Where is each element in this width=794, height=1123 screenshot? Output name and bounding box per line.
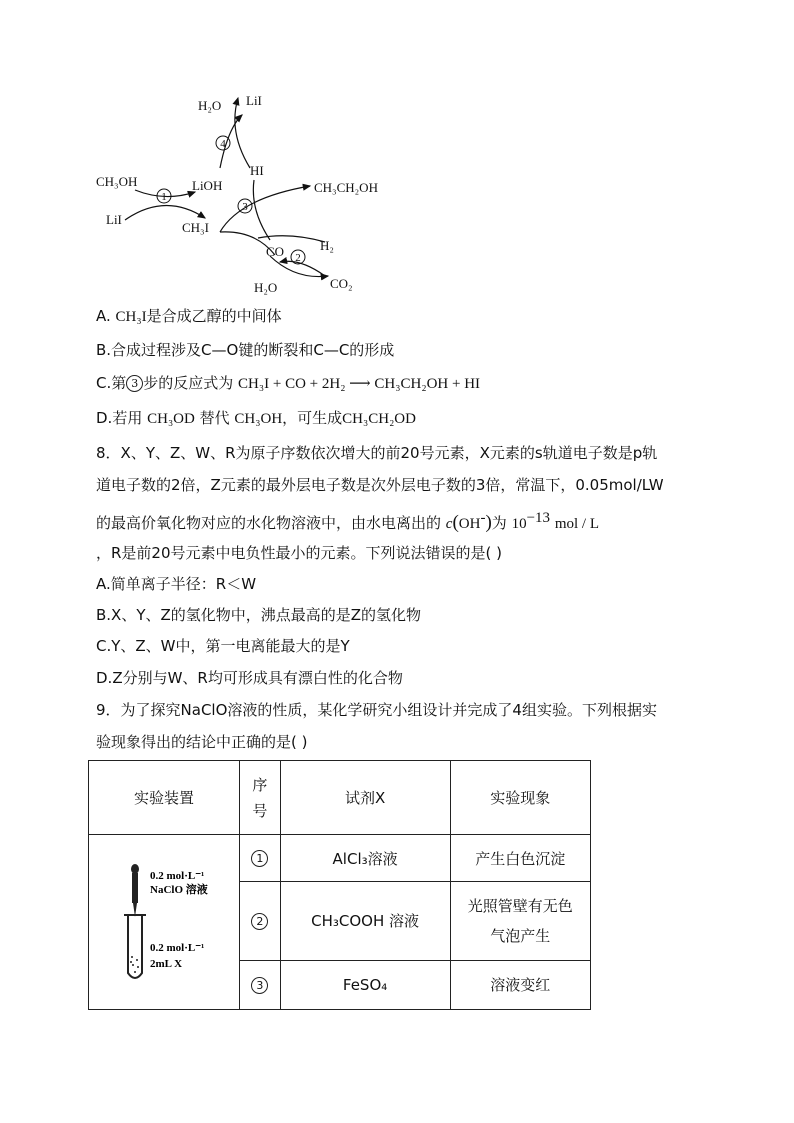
step1-arrow-lower xyxy=(125,205,205,220)
test-tube-dropper-illustration xyxy=(90,835,238,1005)
co-label: CO xyxy=(266,244,285,259)
step4-number: 4 xyxy=(220,138,226,150)
tube-concentration: 0.2 mol·L⁻¹ xyxy=(149,942,205,954)
step3-circled-number: 3 xyxy=(126,375,143,392)
table-header-row xyxy=(89,761,591,835)
co2-label: CO₂ xyxy=(330,276,353,291)
reaction-scheme-diagram xyxy=(80,80,410,300)
row2-reagent: CH₃COOH 溶液 xyxy=(280,882,450,960)
q7-option-d: D.若用 CH₃OD 替代 CH₃OH，可生成CH₃CH₂OD xyxy=(96,409,416,427)
dropper-concentration: 0.2 mol·L⁻¹ xyxy=(149,870,205,882)
tube-volume: 2mL X xyxy=(149,958,183,970)
table-row xyxy=(89,835,591,882)
ch3oh-label: CH₃OH xyxy=(96,174,138,189)
header-reagent: 试剂X xyxy=(280,761,450,835)
step4-arrow-right xyxy=(235,98,250,168)
header-apparatus: 实验装置 xyxy=(89,761,240,835)
lioh-label: LiOH xyxy=(192,178,223,193)
ch3i-label: CH₃I xyxy=(182,220,209,235)
apparatus-cell xyxy=(89,835,240,1010)
ethanol-label: CH₃CH₂OH xyxy=(314,180,378,195)
row3-reagent: FeSO₄ xyxy=(280,960,450,1009)
lii-top-label: LiI xyxy=(246,93,262,108)
step3-arrow-h2 xyxy=(258,236,325,242)
step2-number: 2 xyxy=(295,252,301,264)
lii-input-label: LiI xyxy=(106,212,122,227)
step3-arrow-hi xyxy=(253,180,270,240)
h2o-bottom-label: H₂O xyxy=(254,280,278,295)
q7-option-b: B.合成过程涉及C—O键的断裂和C—C的形成 xyxy=(96,341,395,359)
dropper-solution: NaClO 溶液 xyxy=(149,884,208,896)
step3-arrow-product xyxy=(220,186,310,232)
header-sequence: 序 号 xyxy=(239,761,280,835)
q8-stem-line4: ，R是前20号元素中电负性最小的元素。下列说法错误的是( ) xyxy=(96,544,502,562)
q8-option-c: C.Y、Z、W中，第一电离能最大的是Y xyxy=(96,637,350,655)
hi-label: HI xyxy=(250,163,264,178)
q7-option-a: A. CH₃I是合成乙醇的中间体 xyxy=(96,307,282,325)
q8-option-a: A.简单离子半径：R＜W xyxy=(96,575,257,593)
step1-number: 1 xyxy=(161,191,167,203)
step3-equation: CH₃I + CO + 2H₂ ⟶ CH₃CH₂OH + HI xyxy=(238,376,481,392)
q8-stem-line2: 道电子数的2倍，Z元素的最外层电子数是次外层电子数的3倍，常温下，0.05mol/LW xyxy=(96,476,664,494)
h2-label: H₂ xyxy=(320,238,334,253)
q8-option-b: B.X、Y、Z的氢化物中，沸点最高的是Z的氢化物 xyxy=(96,606,422,624)
q8-stem-line3: 的最高价氧化物对应的水化物溶液中，由水电离出的 c(OH-)为 $10^{-13}$ mol / L xyxy=(96,510,600,533)
q7-option-c: C.第 3 步的反应式为 CH₃I + CO + 2H₂ ⟶ CH₃CH₂OH + HI xyxy=(96,374,481,392)
row1-seq: 1 xyxy=(239,835,280,882)
row3-phenomenon: 溶液变红 xyxy=(450,960,591,1009)
q9-stem-line1: 9．为了探究NaClO溶液的性质，某化学研究小组设计并完成了4组实验。下列根据实 xyxy=(96,701,657,719)
q8-option-d: D.Z分别与W、R均可形成具有漂白性的化合物 xyxy=(96,669,403,687)
header-phenomenon: 实验现象 xyxy=(450,761,591,835)
row1-reagent: AlCl₃溶液 xyxy=(280,835,450,882)
step3-number: 3 xyxy=(242,201,248,213)
q9-stem-line2: 验现象得出的结论中正确的是( ) xyxy=(96,733,308,751)
row2-phenomenon: 光照管壁有无色 气泡产生 xyxy=(450,882,591,960)
reaction-scheme-svg xyxy=(80,80,410,300)
row2-seq: 2 xyxy=(239,882,280,960)
row1-phenomenon: 产生白色沉淀 xyxy=(450,835,591,882)
row3-seq: 3 xyxy=(239,960,280,1009)
experiment-table xyxy=(88,760,591,1010)
q8-stem-line1: 8．X、Y、Z、W、R为原子序数依次增大的前20号元素，X元素的s轨道电子数是p轨 xyxy=(96,444,658,462)
h2o-top-label: H₂O xyxy=(198,98,222,113)
